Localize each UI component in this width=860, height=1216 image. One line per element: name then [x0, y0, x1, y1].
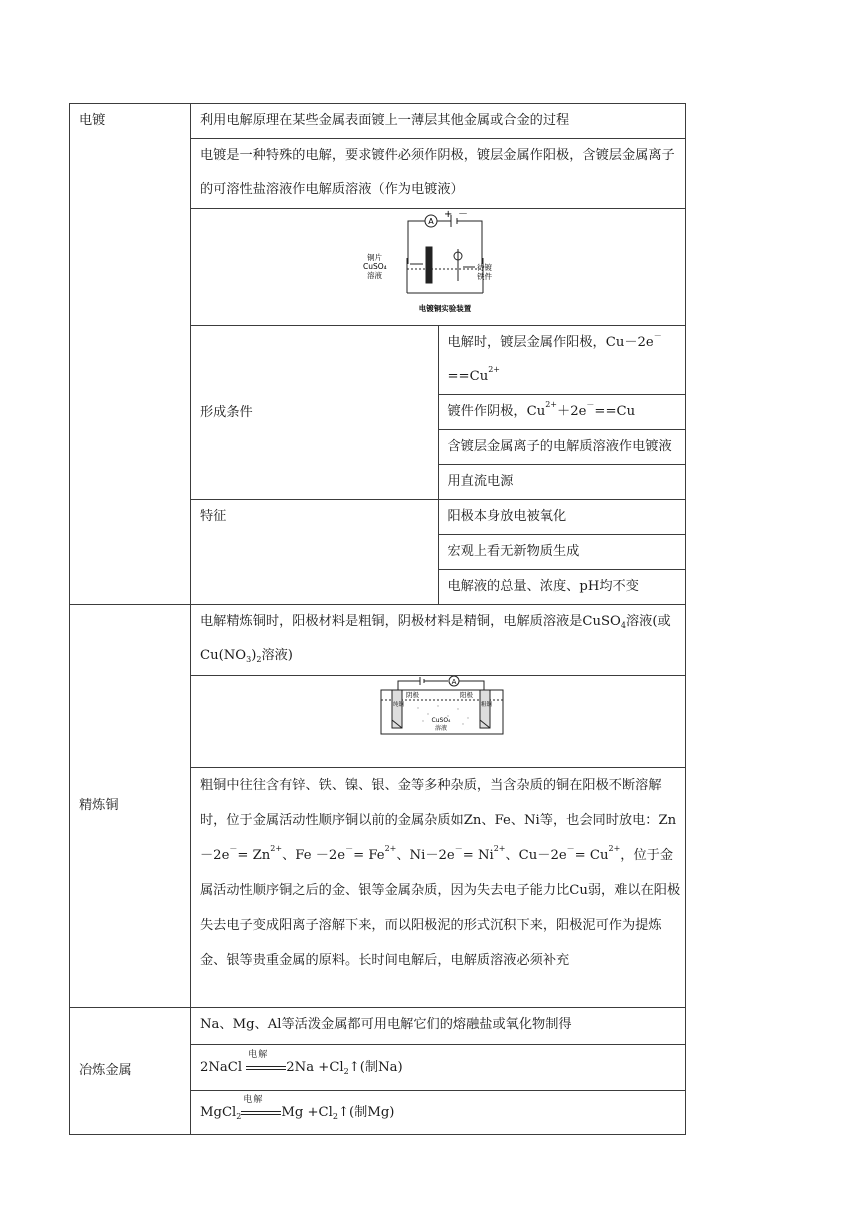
row-label-refining	[70, 605, 191, 1008]
superscript: －	[566, 844, 575, 853]
text-run: = Fe	[353, 848, 385, 863]
text-run: ↑(制Na)	[348, 1059, 403, 1075]
crude-copper-label: 粗铜	[480, 702, 492, 708]
copper-sheet-label: 铜片	[366, 253, 382, 262]
superscript: 2+	[488, 365, 500, 374]
feature-anode-oxidized: 阳极本身放电被氧化	[438, 500, 686, 535]
row-label-electroplating	[70, 104, 191, 605]
text-run: = Ni	[462, 848, 494, 863]
positive-terminal: +	[443, 209, 452, 220]
to-plate-label: 待镀	[476, 263, 492, 272]
text-run: 、Fe －2e	[282, 848, 346, 863]
arrow-condition: 电解	[243, 1095, 264, 1105]
arrow-condition: 电解	[248, 1050, 269, 1060]
condition-cathode	[438, 395, 686, 430]
superscript: 2+	[270, 844, 283, 853]
subscript: 2	[332, 1111, 338, 1121]
text-run: ↑(制Mg)	[337, 1104, 395, 1120]
iron-part-label: 铁件	[476, 272, 492, 281]
text-run: ，位于金属活动性顺序铜之后的金、银等金属杂质，因为失去电子能力比Cu弱，难以在阳极失去电子变成阳离子溶解下来，而以阳极泥的形式沉积下来，阳极泥可作为提炼金、银等贵重金属的原料。长时间电解后，电解质溶液必须补充	[200, 848, 681, 968]
text-run: = Cu	[574, 848, 609, 863]
text-run: MgCl	[200, 1104, 237, 1120]
text-run: 2Na +Cl	[286, 1059, 344, 1075]
text-run: 2NaCl	[200, 1059, 247, 1075]
subscript: 3	[246, 655, 252, 664]
condition-text: ==Cu	[447, 369, 489, 384]
superscript: －	[229, 844, 238, 853]
electrolyte-label-2: 溶液	[434, 725, 447, 732]
superscript: －	[653, 331, 662, 340]
negative-terminal: －	[457, 209, 468, 220]
condition-text: 电解时，镀层金属作阳极，Cu－2e	[447, 335, 654, 350]
superscript: －	[345, 844, 354, 853]
text-run: 、Ni－2e	[396, 848, 455, 863]
row-label-smelting	[70, 1008, 191, 1135]
reaction-nacl	[191, 1045, 686, 1091]
condition-text: 镀件作阴极，Cu	[447, 404, 546, 419]
condition-text: ==Cu	[594, 404, 636, 419]
cathode-label: 阴极	[405, 691, 419, 699]
cuso4-label: CuSO₄	[362, 262, 387, 271]
row-label-text: 精炼铜	[79, 798, 119, 813]
ammeter-symbol: A	[451, 678, 456, 686]
pure-copper-label: 纯铜	[392, 702, 404, 708]
condition-dc-power: 用直流电源	[438, 465, 686, 500]
text-run: 溶液(或 Cu(NO	[200, 614, 671, 663]
condition-anode	[438, 326, 686, 395]
subscript: 2	[236, 1111, 242, 1121]
electrolysis-applications-table	[69, 103, 686, 1135]
superscript: －	[586, 400, 595, 409]
ammeter-symbol: A	[427, 217, 434, 226]
superscript: 2+	[608, 844, 621, 853]
table-row	[70, 605, 686, 676]
electrolyte-label: CuSO₄	[431, 717, 450, 724]
reaction-mgcl2	[191, 1091, 686, 1135]
subscript: 4	[620, 621, 626, 630]
anode-label: 阳极	[459, 691, 473, 699]
conditions-label: 形成条件	[191, 326, 439, 500]
table-row	[70, 104, 686, 139]
refining-intro	[191, 605, 686, 676]
text-run: = Zn	[237, 848, 271, 863]
condition-electrolyte: 含镀层金属离子的电解质溶液作电镀液	[438, 430, 686, 465]
refining-figure-cell	[191, 676, 686, 768]
row-label-text: 电镀	[79, 113, 106, 128]
superscript: 2+	[384, 844, 397, 853]
table-row	[70, 1008, 686, 1045]
feature-constant-electrolyte: 电解液的总量、浓度、pH均不变	[438, 570, 686, 605]
electroplating-requirement: 电镀是一种特殊的电解，要求镀件必须作阴极，镀层金属作阳极，含镀层金属离子的可溶性盐溶液作电解质溶液（作为电镀液）	[191, 139, 686, 209]
text-run: 粗铜中往往含有锌、铁、镍、银、金等多种杂质，当含杂质的铜在阳极不断溶解时，位于金属活动性顺序铜以前的金属杂质如Zn、Fe、Ni等，也会同时放电：Zn－2e	[200, 778, 677, 863]
subscript: 2	[343, 1066, 349, 1076]
feature-no-new-substance: 宏观上看无新物质生成	[438, 535, 686, 570]
smelting-intro: Na、Mg、Al等活泼金属都可用电解它们的熔融盐或氧化物制得	[191, 1008, 686, 1045]
subscript: 2	[256, 655, 262, 664]
text-run: 、Cu－2e	[505, 848, 567, 863]
text-run: 溶液)	[261, 648, 293, 663]
figure-caption: 电镀铜实验装置	[418, 304, 471, 313]
superscript: －	[454, 844, 463, 853]
solution-label: 溶液	[366, 271, 382, 280]
superscript: 2+	[493, 844, 506, 853]
features-label: 特征	[191, 500, 439, 605]
electroplating-figure-cell	[191, 209, 686, 326]
electroplating-apparatus-diagram	[363, 209, 523, 317]
row-label-text: 冶炼金属	[79, 1063, 132, 1078]
electrolysis-arrow	[241, 1095, 281, 1121]
text-run: )	[251, 648, 257, 663]
copper-refining-diagram	[378, 676, 508, 738]
text-run: Mg +Cl	[281, 1104, 333, 1120]
electrolysis-arrow	[246, 1050, 286, 1076]
text-run: 电解精炼铜时，阳极材料是粗铜，阴极材料是精铜，电解质溶液是CuSO	[200, 614, 621, 629]
condition-text: ＋2e	[557, 404, 587, 419]
superscript: 2+	[545, 400, 558, 409]
electroplating-definition: 利用电解原理在某些金属表面镀上一薄层其他金属或合金的过程	[191, 104, 686, 139]
refining-detail	[191, 768, 686, 1008]
